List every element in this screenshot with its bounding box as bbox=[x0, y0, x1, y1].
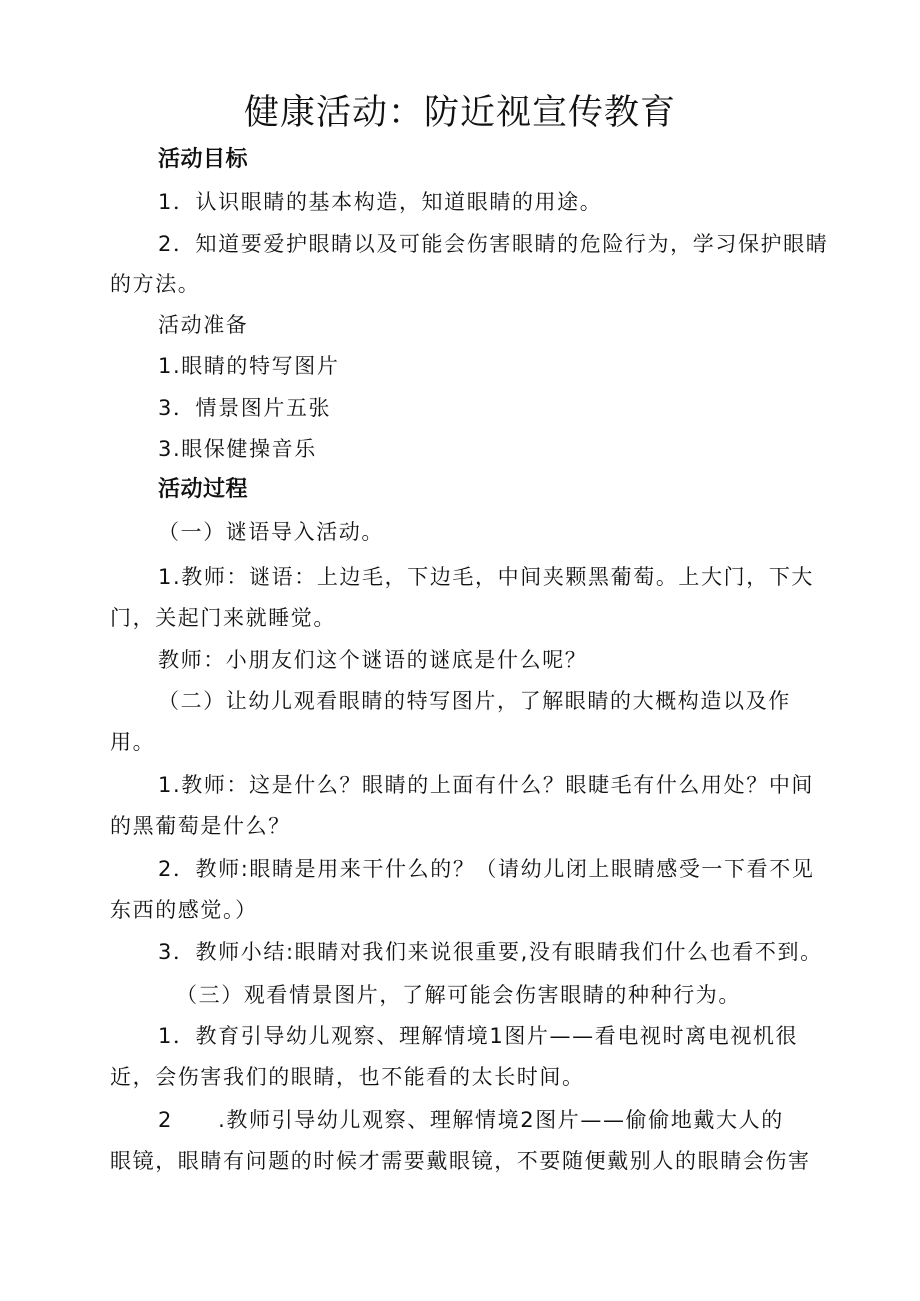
paragraph-line: 2 .教师引导幼儿观察、理解情境2图片——偷偷地戴大人的 bbox=[158, 1108, 784, 1132]
paragraph-line: 3．教师小结:眼睛对我们来说很重要,没有眼睛我们什么也看不到。 bbox=[158, 940, 823, 964]
paragraph-line: （一）谜语导入活动。 bbox=[158, 520, 384, 544]
paragraph-line: 1.教师：谜语：上边毛，下边毛，中间夹颗黑葡萄。上大门，下大 bbox=[158, 565, 815, 589]
paragraph-line: 用。 bbox=[110, 730, 156, 754]
paragraph-line: 3．情景图片五张 bbox=[158, 396, 332, 420]
paragraph-line: （二）让幼儿观看眼睛的特写图片，了解眼睛的大概构造以及作 bbox=[158, 689, 791, 713]
section-heading-preparation: 活动准备 bbox=[158, 313, 249, 337]
paragraph-line: 3.眼保健操音乐 bbox=[158, 437, 317, 461]
paragraph-line: 1.眼睛的特写图片 bbox=[158, 354, 340, 378]
paragraph-line: 1．教育引导幼儿观察、理解情境1图片——看电视时离电视机很 bbox=[158, 1024, 799, 1048]
section-heading-goals: 活动目标 bbox=[158, 147, 249, 172]
paragraph-line: 1.教师：这是什么？眼睛的上面有什么？眼睫毛有什么用处？中间 bbox=[158, 773, 815, 797]
paragraph-line: 2．教师:眼睛是用来干什么的？（请幼儿闭上眼睛感受一下看不见 bbox=[158, 857, 815, 881]
paragraph-line: 门，关起门来就睡觉。 bbox=[110, 606, 336, 630]
paragraph-line: 眼镜，眼睛有问题的时候才需要戴眼镜，不要随便戴别人的眼睛会伤害 bbox=[110, 1149, 811, 1173]
section-heading-process: 活动过程 bbox=[158, 477, 249, 502]
paragraph-line: 1．认识眼睛的基本构造，知道眼睛的用途。 bbox=[158, 190, 603, 214]
paragraph-line: 的方法。 bbox=[110, 272, 201, 296]
page-title: 健康活动：防近视宣传教育 bbox=[243, 93, 676, 133]
paragraph-line: 2．知道要爱护眼睛以及可能会伤害眼睛的危险行为，学习保护眼睛 bbox=[158, 232, 829, 256]
paragraph-line: 东西的感觉。） bbox=[110, 898, 258, 922]
paragraph-line: 教师：小朋友们这个谜语的谜底是什么呢？ bbox=[158, 648, 588, 672]
paragraph-line: 近，会伤害我们的眼睛，也不能看的太长时间。 bbox=[110, 1065, 585, 1089]
paragraph-line: （三）观看情景图片，了解可能会伤害眼睛的种种行为。 bbox=[176, 983, 741, 1007]
paragraph-line: 的黑葡萄是什么？ bbox=[110, 814, 291, 838]
